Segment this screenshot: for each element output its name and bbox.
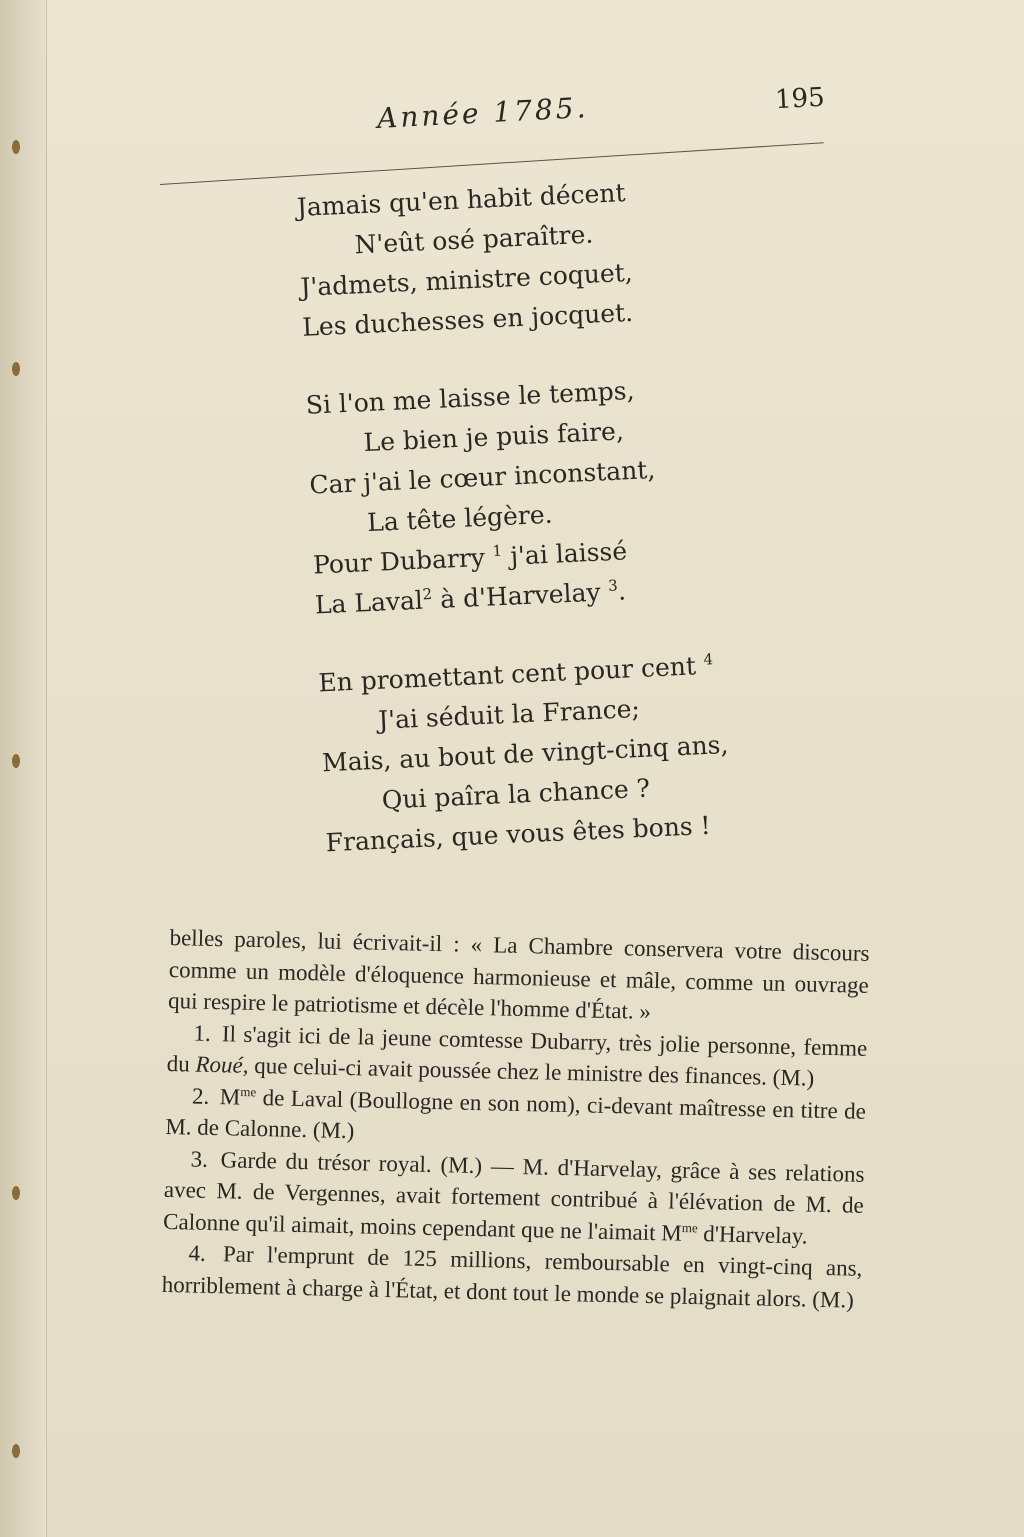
- footnote-text: de Laval (Boullogne en son nom), ci-devant maîtresse en titre de M. de Calonne. (M.): [165, 1084, 867, 1144]
- footnote-text: Par l'emprunt de 125 millions, remboursable en vingt-cinq ans, horriblement à charge à l'État, et dont tout le monde se plaignait alors. (M.): [161, 1241, 863, 1313]
- poem-line: J'admets, ministre coquet,: [299, 257, 634, 302]
- poem-line: Car j'ai le cœur inconstant,: [308, 455, 656, 500]
- poem-line: Si l'on me laisse le temps,: [305, 375, 636, 420]
- poem-text: La Laval: [314, 585, 424, 620]
- poem-text: j'ai laissé: [501, 536, 628, 572]
- prose-paragraph: belles paroles, lui écrivait-il : « La Chambre conservera votre discours comme un modèle d'éloquence harmonieuse et mâle, comme un ouvrage qui respire le patriotisme et décèle l'homme d'État. »: [167, 924, 870, 1024]
- poem-line: Le bien je puis faire,: [362, 416, 625, 458]
- footnote-number: 2.: [191, 1083, 210, 1109]
- poem-line: Français, que vous êtes bons !: [325, 810, 712, 858]
- poem-line: Jamais qu'en habit décent: [296, 178, 627, 222]
- binding-hole: [12, 754, 20, 768]
- footnote-ref: 2: [422, 584, 433, 604]
- footnote-text: M: [219, 1083, 241, 1110]
- footnote-number: 4.: [188, 1240, 207, 1266]
- prose-block: [161, 922, 869, 1316]
- footnote-text: M: [660, 1219, 683, 1246]
- footnote-ref: 4: [703, 650, 714, 669]
- poem-text: Pour Dubarry: [312, 542, 486, 580]
- poem-text: En promettant cent pour cent: [317, 651, 697, 698]
- page-number: 195: [774, 82, 826, 116]
- page-gutter: [0, 0, 47, 1537]
- footnote-text: que celui-ci avait poussée chez le ministre des finances. (M.): [248, 1052, 815, 1091]
- poem-line: Les duchesses en jocquet.: [301, 297, 634, 342]
- footnote-text: Il s'agit ici de la jeune comtesse Dubarry, très jolie personne, femme du: [166, 1020, 868, 1077]
- poem: [296, 165, 826, 863]
- footnote-ref: 1: [492, 541, 503, 561]
- poem-line: Qui paîra la chance ?: [381, 773, 651, 815]
- binding-hole: [12, 140, 20, 154]
- footnote-sup: me: [240, 1083, 257, 1099]
- poem-line: J'ai séduit la France;: [377, 693, 641, 735]
- poem-stanza-3: [318, 641, 827, 863]
- poem-text: à d'Harvelay: [431, 577, 602, 615]
- footnote-3: [163, 1142, 865, 1252]
- poem-text: .: [617, 576, 627, 606]
- poem-line: Mais, au bout de vingt-cinq ans,: [321, 729, 729, 778]
- poem-line: N'eût osé paraître.: [353, 219, 594, 260]
- footnote-italic: Roué,: [195, 1051, 249, 1078]
- footnote-text: Garde du trésor royal. (M.) — M. d'Harvelay, grâce à ses relations avec M. de Vergennes, avait fortement contribué à l'élévation de M. de Calonne qu'il aimait, moins cependant que ne l'aimait: [162, 1146, 865, 1245]
- binding-hole: [12, 1444, 20, 1458]
- footnote-text: d'Harvelay.: [697, 1220, 808, 1249]
- footnote-ref: 3: [607, 576, 619, 595]
- poem-line: La tête légère.: [366, 499, 554, 538]
- footnote-number: 1.: [193, 1020, 212, 1046]
- binding-hole: [12, 362, 20, 376]
- running-head: Année 1785.: [376, 90, 590, 135]
- poem-stanza-1: [296, 165, 803, 348]
- binding-hole: [12, 1186, 20, 1200]
- footnote-sup: me: [681, 1219, 698, 1235]
- footnote-number: 3.: [190, 1146, 209, 1172]
- poem-stanza-2: [305, 363, 815, 625]
